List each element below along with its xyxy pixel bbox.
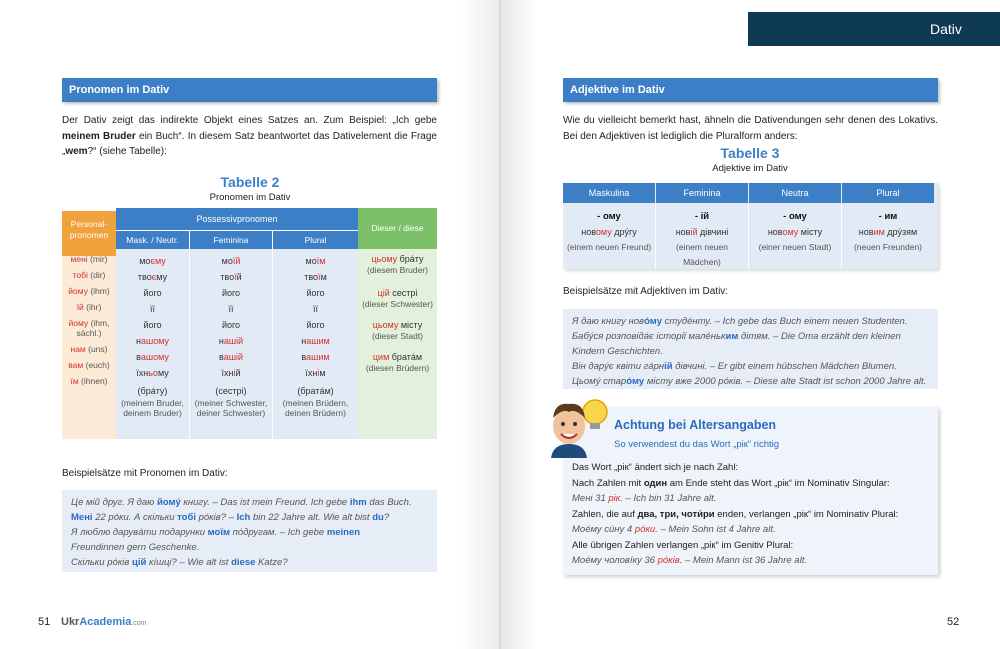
sentence-text: дівчині. – Er gibt einem hübschen Mädchen Blumen. <box>672 361 897 372</box>
pronoun-word: йому <box>68 286 88 296</box>
stress-letter: і <box>317 368 320 378</box>
achtung-lines <box>572 460 932 569</box>
plural-form <box>273 286 358 301</box>
achtung-subtitle: So verwendest du das Wort „рік“ richtig <box>614 439 780 450</box>
plural-form <box>273 302 358 317</box>
word-part: мо <box>305 256 317 266</box>
adjective-ending-red: им <box>873 227 885 237</box>
word-part: їхн <box>136 368 149 378</box>
sentence-text: ? <box>383 512 390 523</box>
dieser-translation: (diesem Bruder) <box>367 265 428 275</box>
adjective-noun: дрýзям <box>884 227 918 237</box>
plural-form <box>273 350 358 365</box>
pronomen-example-line <box>71 510 428 525</box>
word-ending: шому <box>145 336 169 346</box>
plural-form <box>273 334 358 349</box>
dieser-ending: у <box>393 320 399 330</box>
word-part: тво <box>304 272 319 282</box>
word-part: його <box>221 288 241 298</box>
adjective-stem: нов <box>767 227 783 237</box>
word-ending: му <box>155 256 166 266</box>
book-gutter <box>499 0 501 649</box>
word-ending: шому <box>145 352 169 362</box>
sentence-text: Цьомý стар <box>572 376 627 387</box>
example-translation: (meinen Brüdern, deinen Brüdern) <box>282 398 349 418</box>
highlight-word: йомý <box>156 497 181 508</box>
sentence-text: пóдругам. – Ich gebe <box>230 527 327 538</box>
fem-form <box>190 334 272 349</box>
stress-letter: є <box>151 272 157 282</box>
dieser-noun: брáту <box>397 254 424 264</box>
dieser-stem: ці <box>377 288 385 298</box>
dieser-noun: братáм <box>389 352 423 362</box>
word-part: її <box>228 304 234 314</box>
word-ending: му <box>157 368 169 378</box>
achtung-example: . – Mein Mann ist 36 Jahre alt. <box>679 555 807 566</box>
word-ending: м <box>319 368 326 378</box>
adjective-translation: (neuen Freunden) <box>853 242 923 252</box>
achtung-line <box>572 522 932 538</box>
fem-form <box>190 286 272 301</box>
pronoun-word: їм <box>70 376 79 386</box>
achtung-line <box>572 491 932 507</box>
table-3-header: Feminina <box>656 183 748 203</box>
adjective-example <box>749 225 841 240</box>
dieser-form <box>358 288 437 310</box>
achtung-line <box>572 553 932 569</box>
sentence-text: 22 рóки. А скільки <box>92 512 178 523</box>
fem-form <box>190 366 272 381</box>
stress-letter: а <box>306 336 312 346</box>
achtung-title: Achtung bei Altersangaben <box>614 418 777 432</box>
pronomen-example-line <box>71 540 428 555</box>
adjective-example <box>842 225 934 240</box>
adjective-ending-red: ому <box>595 227 612 237</box>
table-2 <box>62 208 437 439</box>
adjective-translation: (einem neuen Freund) <box>566 242 652 252</box>
pronoun-translation: (ihm, sächl.) <box>76 318 110 338</box>
achtung-highlight: рóки <box>634 524 656 535</box>
table-3-header: Plural <box>842 183 934 203</box>
dieser-translation: (dieser Stadt) <box>371 331 424 341</box>
word-ending: й <box>236 272 242 282</box>
logo-ukr: Ukr <box>61 616 80 628</box>
highlight-word: meinen <box>326 527 361 538</box>
achtung-example: Моéму сúну 4 <box>572 524 635 535</box>
word-part: н <box>135 336 141 346</box>
col-possessive-head: Possessivpronomen <box>116 208 358 230</box>
word-part: його <box>306 320 325 330</box>
adjective-translation: (einer neuen Stadt) <box>758 242 832 252</box>
pronomen-example-line <box>71 495 428 510</box>
stress-letter: ьо <box>148 368 158 378</box>
achtung-text: enden, verlangen „рік“ im Nominativ Plural: <box>714 508 899 520</box>
mask-form <box>116 350 189 365</box>
dieser-stem: цьом <box>371 254 393 264</box>
achtung-text: Zahlen, die auf <box>572 508 638 520</box>
table-2-subtitle: Pronomen im Dativ <box>209 192 291 203</box>
sentence-text: Я люблю дарувáти подарунки <box>71 527 208 538</box>
pronoun-translation: (ihm) <box>87 286 110 296</box>
col-plural-head: Plural <box>273 231 358 249</box>
sentence-text: Katze? <box>255 557 288 568</box>
word-part: його <box>143 288 162 298</box>
dieser-form <box>358 320 437 342</box>
intro-text: Der Dativ zeigt das indirekte Objekt eines Satzes an. Zum Beispiel: „Ich gebe <box>62 115 437 126</box>
stress-letter: а <box>223 352 229 362</box>
word-part: їхн <box>221 368 234 378</box>
personal-pronoun <box>62 270 116 280</box>
dieser-ending: й <box>384 288 390 298</box>
pronoun-translation: (uns) <box>85 344 108 354</box>
adjective-translation: (einem neuen Mädchen) <box>676 242 728 267</box>
achtung-text: am Ende steht das Wort „рік“ im Nominativ Singular: <box>667 477 890 489</box>
achtung-line <box>572 460 932 476</box>
word-part: в <box>301 352 307 362</box>
word-part: його <box>221 320 241 330</box>
pronoun-translation: (dir) <box>87 270 106 280</box>
mask-form <box>116 334 189 349</box>
dieser-ending: м <box>383 352 390 362</box>
fem-form <box>190 318 272 333</box>
word-part: в <box>136 352 141 362</box>
pronomen-example-line <box>71 555 428 570</box>
adjective-noun: місту <box>798 227 823 237</box>
personal-pronoun <box>62 318 116 338</box>
example-noun: (сестрі) <box>215 386 247 396</box>
personal-pronoun <box>62 254 116 264</box>
adjective-noun: дрýгу <box>611 227 637 237</box>
achtung-highlight: рік <box>608 493 621 504</box>
adjektive-example-line <box>572 374 929 389</box>
table-3-divider <box>841 203 842 269</box>
highlight-word: ій <box>664 361 673 372</box>
adjektive-example-line <box>572 314 929 329</box>
word-part: мо <box>221 256 233 266</box>
highlight-word: ihm <box>349 497 367 508</box>
mask-form <box>116 270 189 285</box>
intro-text: ?“ (siehe Tabelle): <box>87 146 167 157</box>
pronoun-translation: (mir) <box>87 254 108 264</box>
plural-form <box>273 366 358 381</box>
personal-pronoun <box>62 302 116 312</box>
highlight-word: цій <box>131 557 147 568</box>
table-3 <box>563 183 938 269</box>
sentence-text: студéнту. – Ich gebe das Buch einem neuen Studenten. <box>661 316 908 327</box>
adjective-ending: - ому <box>783 211 807 222</box>
highlight-word: óму <box>626 376 645 387</box>
adjective-ending-red: ому <box>782 227 799 237</box>
plural-form <box>273 318 358 333</box>
sentence-text: кíшці? – Wie alt ist <box>146 557 232 568</box>
adjektive-example-line <box>572 329 929 344</box>
pronoun-word: вам <box>68 360 84 370</box>
achtung-example: Мені 31 <box>572 493 609 504</box>
table-3-header: Neutra <box>749 183 841 203</box>
stress-letter: ї <box>316 256 320 266</box>
sentence-text: bin 22 Jahre alt. Wie alt bist <box>250 512 373 523</box>
page-number-right: 52 <box>947 616 960 628</box>
achtung-line <box>572 538 932 554</box>
word-part: його <box>306 288 325 298</box>
achtung-example: . – Ich bin 31 Jahre alt. <box>620 493 717 504</box>
stress-letter: а <box>306 352 312 362</box>
achtung-example: Моéму чоловíку 36 <box>572 555 658 566</box>
sentence-text: дітям. – Die Oma erzählt den kleinen <box>738 331 901 342</box>
dieser-form <box>358 254 437 276</box>
adjective-ending: - ому <box>597 211 621 222</box>
examples-label-adjektive: Beispielsätze mit Adjektiven im Dativ: <box>563 286 729 297</box>
examples-box-adjektive <box>563 309 938 389</box>
section-header-adjektive: Adjektive im Dativ <box>563 78 938 102</box>
word-ending: й <box>235 256 241 266</box>
intro-paragraph <box>62 113 437 160</box>
stress-letter: ї <box>234 272 237 282</box>
word-part: н <box>218 336 224 346</box>
table-2-title: Tabelle 2 <box>220 174 280 190</box>
word-part: в <box>219 352 224 362</box>
section-header-pronomen: Pronomen im Dativ <box>62 78 437 102</box>
adjective-noun: дівчині <box>697 227 729 237</box>
table-3-divider <box>748 203 749 269</box>
adjective-ending: - ій <box>694 211 710 222</box>
pronoun-word: нам <box>70 344 86 354</box>
pronoun-translation: (ihnen) <box>78 376 108 386</box>
sentence-text: das Buch. <box>366 497 412 508</box>
chapter-band <box>748 12 1000 46</box>
highlight-word: им <box>725 331 739 342</box>
mask-form <box>116 318 189 333</box>
pronoun-word: йому <box>68 318 89 328</box>
pronomen-example-line <box>71 525 428 540</box>
stress-letter: а <box>140 352 146 362</box>
achtung-bold: два, три, чоти́ри <box>637 508 715 520</box>
sentence-text: Це мій друг. Я даю <box>71 497 157 508</box>
plural-form <box>273 270 358 285</box>
page-number-left: 51 <box>38 616 51 628</box>
achtung-line <box>572 476 932 492</box>
col-mask-head: Mask. / Neutr. <box>116 231 189 249</box>
mask-form <box>116 254 189 269</box>
highlight-word: тобі <box>177 512 196 523</box>
dieser-stem: цьом <box>372 320 394 330</box>
sentence-text: Kindern Geschichten. <box>572 346 663 357</box>
adjektive-example-line <box>572 344 929 359</box>
sentence-text: Він дарýє квіти гáрн <box>572 361 665 372</box>
sentence-text: Freundinnen gern Geschenke. <box>71 542 200 553</box>
example-noun: (брáту) <box>137 386 168 396</box>
adjective-ending-red: ій <box>690 227 698 237</box>
personal-pronoun <box>62 376 116 386</box>
adjective-ending: - им <box>878 211 898 222</box>
dieser-translation: (dieser Schwester) <box>362 299 433 309</box>
col-dieser-head: Dieser / diese <box>358 208 437 249</box>
chapter-title: Dativ <box>930 21 962 37</box>
highlight-word: óму <box>643 316 662 327</box>
sentence-text: рóків? – <box>195 512 237 523</box>
pronoun-word: тобі <box>72 270 88 280</box>
word-part: тво <box>220 272 235 282</box>
dieser-translation: (diesen Brüdern) <box>365 363 430 373</box>
personal-pronoun <box>62 360 116 370</box>
mascot-icon <box>545 396 609 458</box>
sentence-text: Бабýся розповідáє історії малéньк <box>572 331 726 342</box>
word-part: її <box>149 304 155 314</box>
fem-form <box>190 270 272 285</box>
fem-form <box>190 350 272 365</box>
stress-letter: а <box>140 336 146 346</box>
achtung-line <box>572 507 932 523</box>
col-fem-head: Feminina <box>190 231 272 249</box>
dieser-noun: місту <box>398 320 423 330</box>
table-3-subtitle: Adjektive im Dativ <box>712 163 788 174</box>
sentence-text: Скільки рóків <box>71 557 132 568</box>
word-ending: й <box>235 368 241 378</box>
dieser-noun: сестрі <box>389 288 418 298</box>
achtung-text: Nach Zahlen mit <box>572 477 644 489</box>
word-part: їхн <box>305 368 318 378</box>
adjective-stem: нов <box>675 227 691 237</box>
personal-pronoun <box>62 286 116 296</box>
sentence-text: Я даю книгу нов <box>572 316 644 327</box>
table-3-title: Tabelle 3 <box>720 145 780 161</box>
adjektive-intro: Wie du vielleicht bemerkt hast, ähneln die Dativendungen sehr denen des Lokativs. Bei den Adjektiven ist lediglich die Pluralform anders: <box>563 115 938 142</box>
mask-form <box>116 366 189 381</box>
intro-bold: wem <box>65 146 88 157</box>
fem-form <box>190 254 272 269</box>
pronoun-translation: (euch) <box>83 360 110 370</box>
word-part: її <box>312 304 318 314</box>
mask-form <box>116 286 189 301</box>
fem-form <box>190 302 272 317</box>
dieser-ending: у <box>392 254 398 264</box>
achtung-example: . – Mein Sohn ist 4 Jahre alt. <box>655 524 776 535</box>
achtung-text: Alle übrigen Zahlen verlangen „рік“ im Genitiv Plural: <box>572 539 794 551</box>
word-part: його <box>143 320 162 330</box>
word-ending: шим <box>311 336 330 346</box>
examples-label-pronomen: Beispielsätze mit Pronomen im Dativ: <box>62 468 228 479</box>
stress-letter: і <box>233 368 236 378</box>
adjective-example <box>563 225 655 240</box>
adjective-stem: нов <box>581 227 596 237</box>
word-ending: шій <box>228 352 243 362</box>
sentence-text: місту вже 2000 рóків. – Diese alte Stadt ist schon 2000 Jahre alt. <box>644 376 927 387</box>
word-part: мо <box>139 256 151 266</box>
examples-box-pronomen <box>62 490 437 572</box>
col-personal-head: Personal- pronomen <box>62 211 116 256</box>
stress-letter: ї <box>318 272 321 282</box>
word-ending: м <box>320 272 327 282</box>
table-3-header: Maskulina <box>563 183 655 203</box>
adjective-stem: нов <box>858 227 874 237</box>
adjektive-example-line <box>572 359 929 374</box>
adjective-example <box>656 225 748 240</box>
word-ending: шій <box>228 336 244 346</box>
example-noun: (братáм) <box>297 386 334 396</box>
table-3-divider <box>655 203 656 269</box>
mask-form <box>116 302 189 317</box>
highlight-word: моїм <box>207 527 231 538</box>
pronoun-word: мені <box>70 254 88 264</box>
highlight-word: Ich <box>236 512 251 523</box>
highlight-word: diese <box>231 557 256 568</box>
word-ending: м <box>319 256 326 266</box>
intro-text: ein Buch“. In diesem Satz beantwortet das Dativelement die Frage „ <box>62 130 437 157</box>
pronoun-translation: (ihr) <box>83 302 102 312</box>
dieser-stem: ци <box>372 352 384 362</box>
example-translation: (meinem Bruder, deinem Bruder) <box>121 398 184 418</box>
personal-pronoun <box>62 344 116 354</box>
sentence-text: книгу. – Das ist mein Freund. Ich gebe <box>180 497 350 508</box>
col-dieser-body <box>358 249 437 439</box>
dieser-form <box>358 352 437 374</box>
achtung-bold: один <box>643 477 668 489</box>
word-ending: шим <box>311 352 330 362</box>
logo <box>61 616 147 628</box>
intro-bold: meinem Bruder <box>62 130 136 142</box>
stress-letter: є <box>150 256 155 266</box>
example-translation: (meiner Schwester, deiner Schwester) <box>194 398 268 418</box>
pronoun-word: їй <box>76 302 84 312</box>
logo-com: .com <box>131 620 147 627</box>
plural-form <box>273 254 358 269</box>
achtung-highlight: рóків <box>657 555 680 566</box>
word-part: тво <box>137 272 152 282</box>
highlight-word: Мені <box>71 512 93 523</box>
logo-academia: Academia <box>79 616 132 628</box>
stress-letter: а <box>223 336 229 346</box>
word-part: н <box>301 336 307 346</box>
stress-letter: ї <box>232 256 236 266</box>
highlight-word: du <box>372 512 384 523</box>
word-ending: му <box>156 272 168 282</box>
achtung-text: Das Wort „рік“ ändert sich je nach Zahl: <box>572 462 739 473</box>
